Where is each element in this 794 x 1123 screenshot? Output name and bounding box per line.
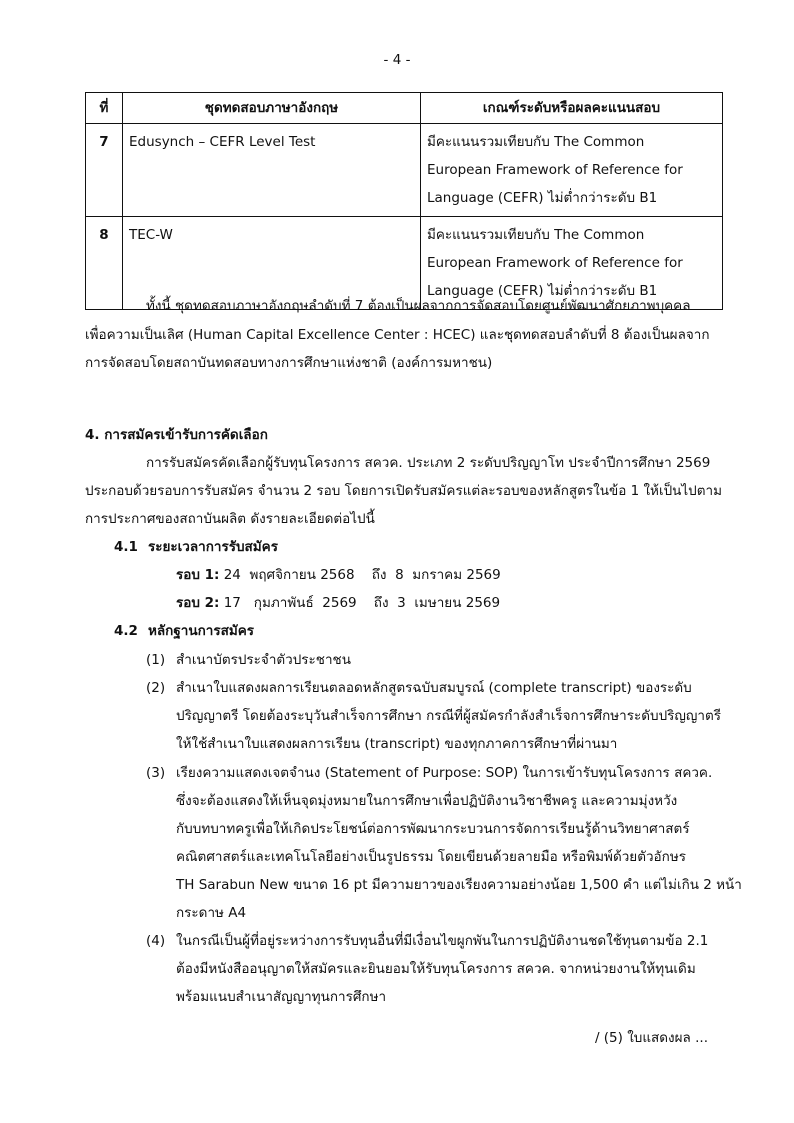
item-line: ซึ่งจะต้องแสดงให้เห็นจุดมุ่งหมายในการศึกษาเพื่อปฏิบัติงานวิชาชีพครู และความมุ่งหวัง [176, 793, 678, 809]
continuation-note: / (5) ใบแสดงผล ... [594, 1030, 708, 1046]
item-line: กับบทบาทครูเพื่อให้เกิดประโยชน์ต่อการพัฒนากระบวนการจัดการเรียนรู้ด้านวิทยาศาสตร์ [176, 821, 690, 837]
section-4-2-number: 4.2 [114, 623, 138, 639]
header-criteria: เกณฑ์ระดับหรือผลคะแนนสอบ [421, 93, 723, 124]
item-number: (4) [146, 933, 166, 949]
intro-line: ประกอบด้วยรอบการรับสมัคร จำนวน 2 รอบ โดยการเปิดรับสมัครแต่ละรอบของหลักสูตรในข้อ 1 ให้เป็นไปตาม [85, 483, 722, 499]
item-line: พร้อมแนบสำเนาสัญญาทุนการศึกษา [176, 989, 387, 1005]
item-line: สำเนาใบแสดงผลการเรียนตลอดหลักสูตรฉบับสมบูรณ์ (complete transcript) ของระดับ [176, 680, 692, 696]
table-header-row [86, 93, 723, 124]
criteria-line: Language (CEFR) ไม่ต่ำกว่าระดับ B1 [427, 283, 658, 299]
section-4-2-title: หลักฐานการสมัคร [148, 623, 255, 639]
round-1 [176, 565, 501, 585]
section-4-1-number: 4.1 [114, 539, 138, 555]
item-line: กระดาษ A4 [176, 905, 247, 921]
item-line: ปริญญาตรี โดยต้องระบุวันสำเร็จการศึกษา กรณีที่ผู้สมัครกำลังสำเร็จการศึกษาระดับปริญญาตรี [176, 708, 721, 724]
item-line: เรียงความแสดงเจตจำนง (Statement of Purpose: SOP) ในการเข้ารับทุนโครงการ สควค. [176, 765, 713, 781]
row-no: 8 [86, 217, 123, 310]
criteria-line: มีคะแนนรวมเทียบกับ The Common [427, 134, 645, 150]
note-line: การจัดสอบโดยสถาบันทดสอบทางการศึกษาแห่งชาติ (องค์การมหาชน) [85, 355, 493, 371]
round-label: รอบ 1: [176, 567, 220, 583]
section-4-1-title: ระยะเวลาการรับสมัคร [148, 539, 278, 555]
item-line: TH Sarabun New ขนาด 16 pt มีความยาวของเรียงความอย่างน้อย 1,500 คำ แต่ไม่เกิน 2 หน้า [176, 877, 742, 893]
intro-line: การประกาศของสถาบันผลิต ดังรายละเอียดต่อไปนี้ [85, 511, 375, 527]
item-number: (3) [146, 765, 166, 781]
criteria-line: มีคะแนนรวมเทียบกับ The Common [427, 227, 645, 243]
row-test: TEC-W [123, 217, 421, 310]
round-label: รอบ 2: [176, 595, 220, 611]
table-row [86, 124, 723, 217]
row-no: 7 [86, 124, 123, 217]
header-no: ที่ [86, 93, 123, 124]
item-line: ในกรณีเป็นผู้ที่อยู่ระหว่างการรับทุนอื่นที่มีเงื่อนไขผูกพันในการปฏิบัติงานชดใช้ทุนตามข้อ 2.1 [176, 933, 709, 949]
round-dates: 17 กุมภาพันธ์ 2569 ถึง 3 เมษายน 2569 [223, 595, 501, 611]
item-number: (2) [146, 680, 166, 696]
criteria-line: European Framework of Reference for [427, 162, 683, 178]
criteria-line: Language (CEFR) ไม่ต่ำกว่าระดับ B1 [427, 190, 658, 206]
criteria-line: European Framework of Reference for [427, 255, 683, 271]
english-test-table [85, 92, 723, 310]
note-line: ทั้งนี้ ชุดทดสอบภาษาอังกฤษลำดับที่ 7 ต้องเป็นผลจากการจัดสอบโดยศูนย์พัฒนาศักยภาพบุคคล [146, 298, 691, 314]
item-line: ต้องมีหนังสืออนุญาตให้สมัครและยินยอมให้รับทุนโครงการ สควค. จากหน่วยงานให้ทุนเดิม [176, 961, 696, 977]
row-test: Edusynch – CEFR Level Test [123, 124, 421, 217]
item-line: ให้ใช้สำเนาใบแสดงผลการเรียน (transcript) ของทุกภาคการศึกษาที่ผ่านมา [176, 736, 618, 752]
item-number: (1) [146, 652, 166, 668]
row-criteria [421, 124, 723, 217]
header-test: ชุดทดสอบภาษาอังกฤษ [123, 93, 421, 124]
round-2 [176, 593, 500, 613]
item-line: สำเนาบัตรประจำตัวประชาชน [176, 652, 351, 668]
note-line: เพื่อความเป็นเลิศ (Human Capital Excellence Center : HCEC) และชุดทดสอบลำดับที่ 8 ต้องเป็นผลจาก [85, 327, 710, 343]
page-number: - 4 - [383, 52, 411, 68]
round-dates: 24 พฤศจิกายน 2568 ถึง 8 มกราคม 2569 [223, 567, 501, 583]
section-4-title: 4. การสมัครเข้ารับการคัดเลือก [85, 427, 268, 443]
intro-line: การรับสมัครคัดเลือกผู้รับทุนโครงการ สควค. ประเภท 2 ระดับปริญญาโท ประจำปีการศึกษา 2569 [146, 455, 711, 471]
item-line: คณิตศาสตร์และเทคโนโลยีอย่างเป็นรูปธรรม โดยเขียนด้วยลายมือ หรือพิมพ์ด้วยตัวอักษร [176, 849, 686, 865]
